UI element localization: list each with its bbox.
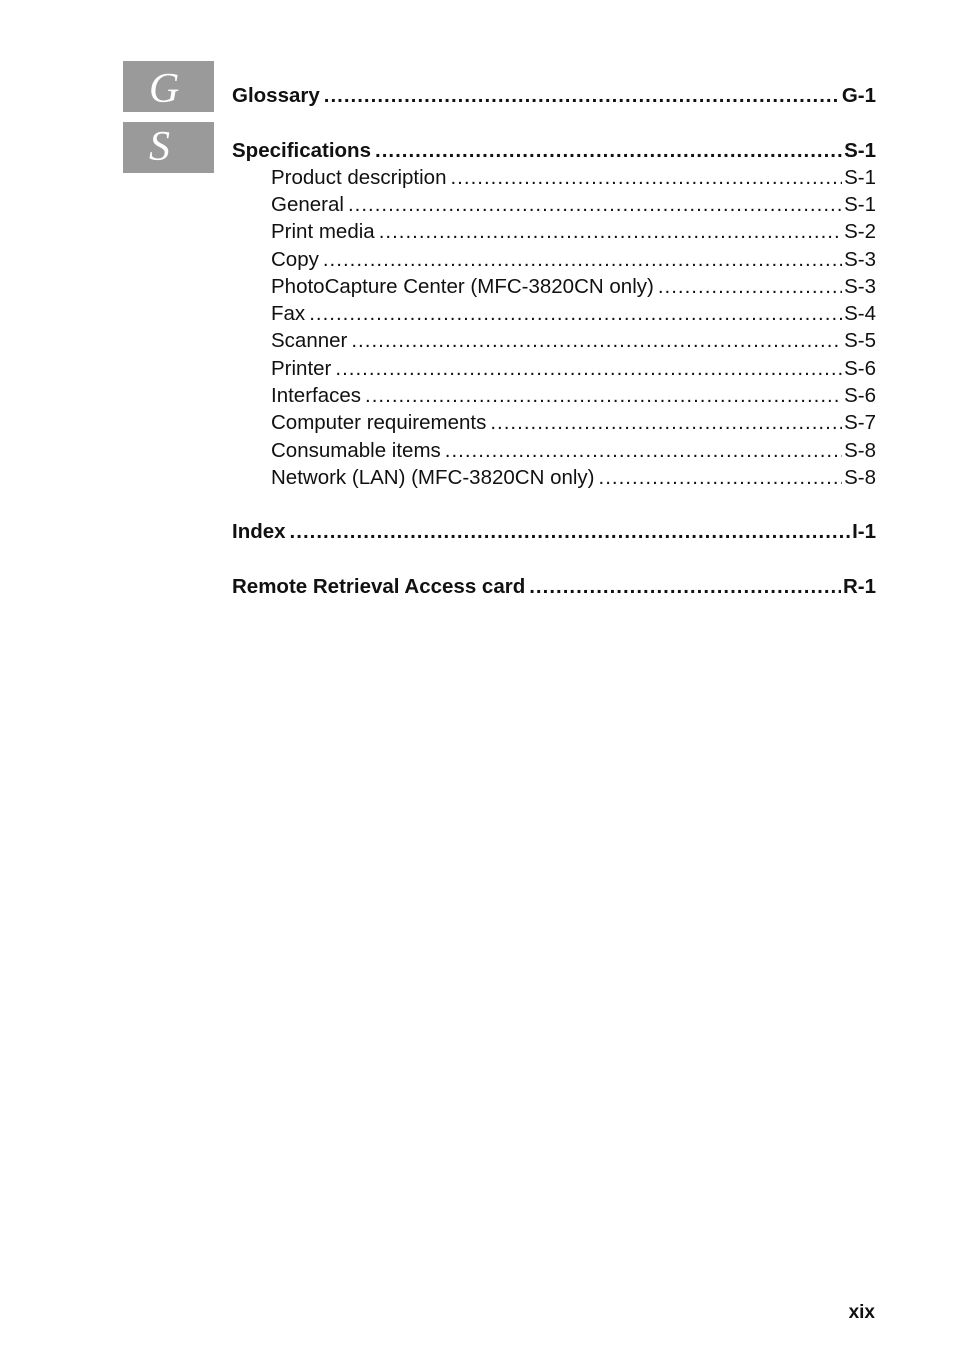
toc-subentry-page: S-2 — [844, 220, 876, 243]
dot-leader — [529, 575, 841, 599]
toc-subentry-page: S-4 — [844, 302, 876, 325]
toc-subentry[interactable] — [271, 248, 876, 274]
dot-leader — [599, 466, 843, 490]
dot-leader — [309, 302, 842, 326]
dot-leader — [450, 166, 842, 190]
toc-subentry-label: Product description — [271, 166, 447, 189]
toc-entry-remote-retrieval[interactable] — [232, 575, 876, 601]
toc-subentry[interactable] — [271, 166, 876, 192]
toc-subentry-label: Scanner — [271, 329, 348, 352]
toc-entry-page: R-1 — [842, 575, 876, 598]
dot-leader — [490, 411, 842, 435]
dot-leader — [324, 84, 840, 108]
toc-subentry-label: Print media — [271, 220, 375, 243]
chapter-tab-specifications — [123, 122, 214, 173]
toc-subentry[interactable] — [271, 466, 876, 492]
dot-leader — [445, 439, 842, 463]
toc-subentry-label: Copy — [271, 248, 319, 271]
toc-subentry-page: S-8 — [844, 466, 876, 489]
toc-entry-label: Remote Retrieval Access card — [232, 575, 526, 598]
dot-leader — [375, 139, 842, 163]
toc-subentry-label: Computer requirements — [271, 411, 487, 434]
toc-subentry-page: S-6 — [844, 384, 876, 407]
toc-entry-label: Glossary — [232, 84, 320, 107]
dot-leader — [348, 193, 842, 217]
toc-subentry-label: PhotoCapture Center (MFC-3820CN only) — [271, 275, 654, 298]
toc-subentry-label: General — [271, 193, 344, 216]
dot-leader — [323, 248, 842, 272]
chapter-tab-letter: S — [149, 124, 170, 170]
toc-subentry[interactable] — [271, 275, 876, 301]
toc-subentry[interactable] — [271, 439, 876, 465]
toc-subentry-page: S-3 — [844, 248, 876, 271]
dot-leader — [335, 357, 842, 381]
toc-subentry-page: S-6 — [844, 357, 876, 380]
toc-subentry-label: Fax — [271, 302, 306, 325]
dot-leader — [379, 220, 842, 244]
toc-subentry[interactable] — [271, 220, 876, 246]
page-number: xix — [848, 1302, 875, 1323]
dot-leader — [365, 384, 842, 408]
toc-entry-label: Index — [232, 520, 286, 543]
toc-subentry-label: Interfaces — [271, 384, 362, 407]
toc-subentry[interactable] — [271, 357, 876, 383]
toc-subentry-label: Consumable items — [271, 439, 441, 462]
toc-subentry[interactable] — [271, 384, 876, 410]
toc-subentry-label: Printer — [271, 357, 332, 380]
toc-subentry-page: S-1 — [844, 193, 876, 216]
toc-entry-label: Specifications — [232, 139, 371, 162]
toc-subentry-page: S-3 — [844, 275, 876, 298]
toc-entry-page: S-1 — [844, 139, 876, 162]
toc-subentry[interactable] — [271, 193, 876, 219]
dot-leader — [658, 275, 842, 299]
toc-entry-glossary[interactable] — [232, 84, 876, 110]
dot-leader — [290, 520, 851, 544]
toc-subentry-label: Network (LAN) (MFC-3820CN only) — [271, 466, 595, 489]
toc-entry-index[interactable] — [232, 520, 876, 546]
toc-entry-page: G-1 — [841, 84, 876, 107]
toc-subentry[interactable] — [271, 411, 876, 437]
toc-subentry-page: S-1 — [844, 166, 876, 189]
toc-subentry[interactable] — [271, 302, 876, 328]
toc-entry-page: I-1 — [852, 520, 876, 543]
chapter-tab-glossary — [123, 61, 214, 112]
toc-subentry[interactable] — [271, 329, 876, 355]
toc-subentry-page: S-5 — [844, 329, 876, 352]
toc-entry-specifications[interactable] — [232, 139, 876, 165]
chapter-tab-letter: G — [149, 66, 180, 112]
toc-subentry-page: S-7 — [844, 411, 876, 434]
dot-leader — [351, 329, 842, 353]
toc-subentry-page: S-8 — [844, 439, 876, 462]
